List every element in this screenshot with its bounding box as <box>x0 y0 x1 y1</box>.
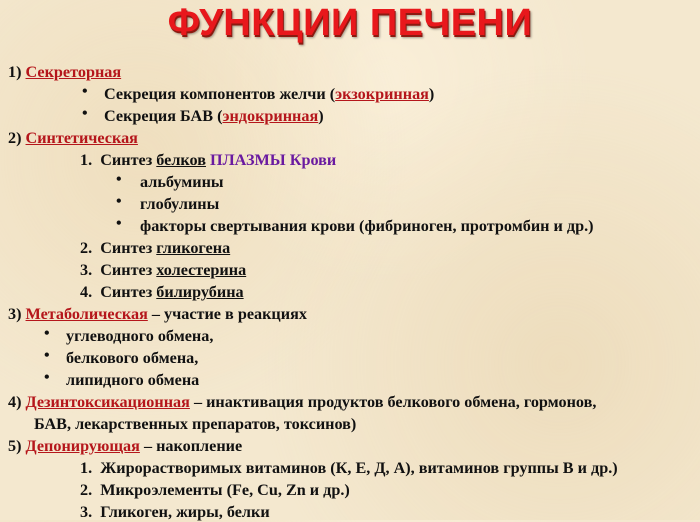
bullet-icon: • <box>116 215 122 232</box>
list-item: белкового обмена, <box>66 349 199 367</box>
section-name: Метаболическая <box>25 305 148 323</box>
list-item: 4. Синтез билирубина <box>80 283 244 301</box>
list-item: 3. Синтез холестерина <box>80 261 247 279</box>
bullet-icon: • <box>82 83 88 100</box>
highlight-term: ПЛАЗМЫ Крови <box>210 151 337 169</box>
section-name: Депонирующая <box>25 437 140 455</box>
bullet-icon: • <box>116 171 122 188</box>
list-item: Секреция БАВ (эндокринная) <box>104 107 324 125</box>
section-number: 1) <box>8 63 22 81</box>
section-secretory <box>8 62 121 82</box>
bullet-icon: • <box>116 193 122 210</box>
list-item: 3. Гликоген, жиры, белки <box>80 503 270 521</box>
list-item: 2. Микроэлементы (Fe, Cu, Zn и др.) <box>80 481 350 499</box>
sub-item: альбумины <box>140 173 224 191</box>
section-number: 2) <box>8 129 22 147</box>
section-number: 4) <box>8 393 22 411</box>
section-name: Синтетическая <box>25 129 138 147</box>
sub-item: глобулины <box>140 195 220 213</box>
list-item: липидного обмена <box>66 371 200 389</box>
section-detox: 4) Дезинтоксикационная – инактивация продуктов белкового обмена, гормонов, <box>8 393 597 411</box>
bullet-icon: • <box>82 105 88 122</box>
section-name: Дезинтоксикационная <box>25 393 190 411</box>
list-item: 2. Синтез гликогена <box>80 239 231 257</box>
bullet-icon: • <box>44 325 50 342</box>
bullet-icon: • <box>44 347 50 364</box>
highlight-term: экзокринная <box>335 85 429 103</box>
section-name: Секреторная <box>25 63 122 81</box>
bullet-icon: • <box>44 369 50 386</box>
section-number: 5) <box>8 437 22 455</box>
highlight-term: эндокринная <box>222 107 319 125</box>
section-metabolic: 3) Метаболическая – участие в реакциях <box>8 305 307 323</box>
list-item: углеводного обмена, <box>66 327 214 345</box>
page-title: ФУНКЦИИ ПЕЧЕНИ <box>167 2 533 44</box>
section-detox-cont: БАВ, лекарственных препаратов, токсинов) <box>34 415 357 433</box>
list-item: Секреция компонентов желчи (экзокринная) <box>104 85 435 103</box>
sub-item: факторы свертывания крови (фибриноген, протромбин и др.) <box>140 217 594 235</box>
section-depot: 5) Депонирующая – накопление <box>8 437 243 455</box>
section-synthetic <box>8 128 138 148</box>
list-item: 1. Синтез белков ПЛАЗМЫ Крови <box>80 151 337 169</box>
section-number: 3) <box>8 305 22 323</box>
list-item: 1. Жирорастворимых витаминов (К, Е, Д, А), витаминов группы В и др.) <box>80 459 618 477</box>
